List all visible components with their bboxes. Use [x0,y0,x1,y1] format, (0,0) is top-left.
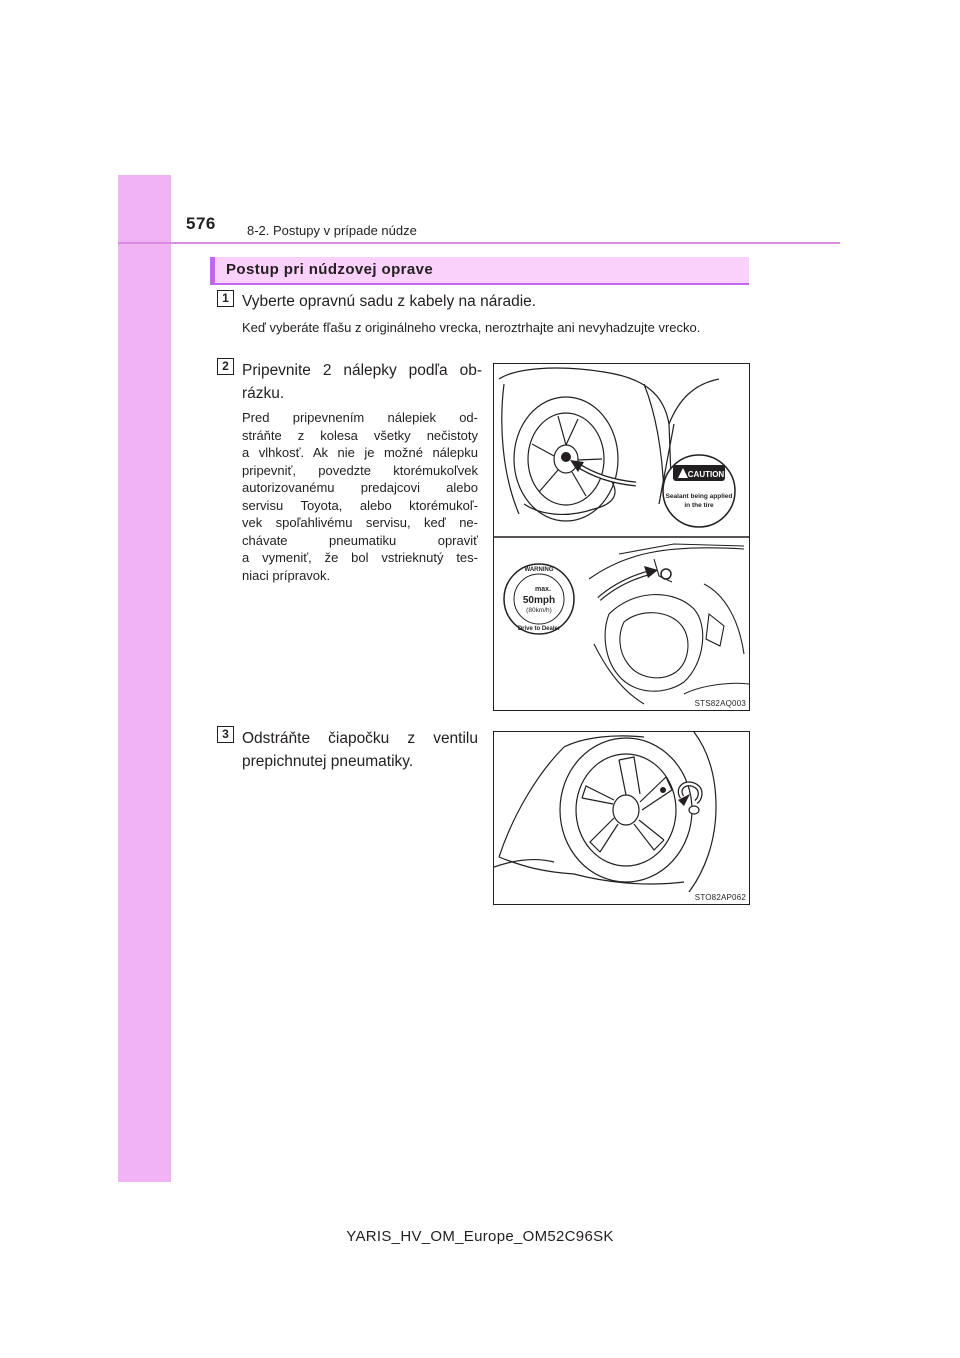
footer-document-id: YARIS_HV_OM_Europe_OM52C96SK [346,1228,614,1245]
step-3-text-line-2: prepichnutej pneumatiky. [242,753,414,770]
step-2-note-line: pripevniť, povedzte ktorémukoľvek [242,462,478,478]
step-2-text-line-1: Pripevnite 2 nálepky podľa ob- [242,362,482,379]
step-1-number: 1 [217,290,234,307]
step-2-note-line: Pred pripevnením nálepiek od- [242,410,478,425]
caution-text-2: in the tire [684,502,714,509]
sticker-placement-illustration [494,364,749,710]
step-2-number: 2 [217,358,234,375]
step-1-text: Vyberte opravnú sadu z kabely na náradie. [242,293,537,310]
step-2-note-line: stráňte z kolesa všetky nečistoty [242,427,478,443]
step-2-text-line-2: rázku. [242,385,285,402]
step-2-note-line: servisu Toyota, alebo ktorémukoľ- [242,497,478,513]
step-2-note [242,409,478,584]
step-2-note-line: autorizovanému predajcovi alebo [242,480,478,495]
valve-cap-illustration [494,732,749,904]
section-title: 8-2. Postupy v prípade núdze [247,223,417,238]
step-3-text [242,727,478,773]
header-rule [118,242,840,244]
warning-max: max. [535,586,551,593]
procedure-heading-label: Postup pri núdzovej oprave [226,261,434,278]
step-2-note-line: a vymeniť, že bol vstrieknutý tes- [242,550,478,565]
step-2-note-line: niaci prípravok. [242,567,331,583]
procedure-heading [210,257,749,285]
caution-text-1: Sealant being applied [665,493,733,500]
warning-label: WARNING [524,567,554,573]
step-1-note: Keď vyberáte fľašu z originálneho vrecka, neroztrhajte ani nevyhadzujte vrecko. [242,320,701,335]
caution-label: CAUTION [687,470,725,479]
step-3-number: 3 [217,726,234,743]
step-2-text [242,359,482,405]
figure-3-code: STO82AP062 [694,893,746,902]
chapter-sidebar [118,175,171,1182]
warning-kmh: (80km/h) [526,607,552,614]
warning-drive-to-dealer: Drive to Dealer [517,626,561,632]
step-2-note-line: vek spoľahlivému servisu, keď ne- [242,515,478,530]
figure-sticker-placement [493,363,750,711]
step-2-note-line: a vlhkosť. Ak nie je možné nálepku [242,445,478,460]
figure-2-code: STS82AQ003 [694,699,746,708]
step-3-text-line-1: Odstráňte čiapočku z ventilu [242,730,478,747]
step-2-note-line: chávate pneumatiku opraviť [242,532,478,548]
warning-speed: 50mph [522,595,556,606]
figure-valve-cap [493,731,750,905]
page-number: 576 [186,214,216,233]
